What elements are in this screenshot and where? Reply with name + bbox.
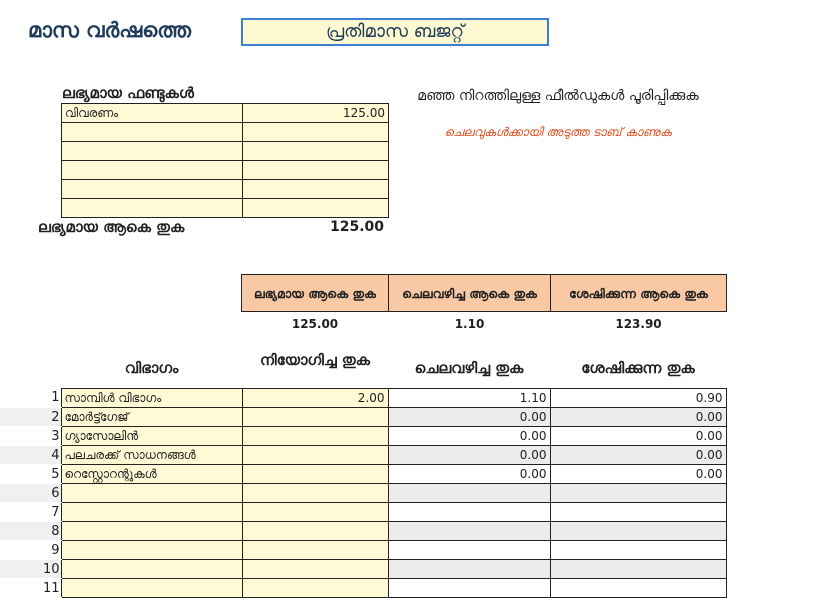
category-name-cell[interactable]: പലചരക്ക് സാധനങ്ങൾ — [61, 446, 242, 465]
category-row — [0, 541, 726, 560]
category-header-remaining: ശേഷിക്കുന്ന തുക — [581, 359, 695, 377]
funds-row — [62, 123, 389, 142]
category-remaining-cell[interactable] — [550, 522, 726, 541]
summary-value-available: 125.00 — [291, 317, 339, 331]
funds-title: ലഭ്യമായ ഫണ്ടുകൾ — [62, 84, 194, 102]
category-header-name: വിഭാഗം — [124, 359, 179, 377]
row-number: 7 — [0, 503, 61, 522]
category-row — [0, 427, 726, 446]
category-name-cell[interactable]: ഗ്യാസോലിൻ — [61, 427, 242, 446]
category-remaining-cell[interactable]: 0.90 — [550, 389, 726, 408]
funds-amount-cell[interactable] — [243, 123, 389, 142]
row-number: 1 — [0, 389, 61, 408]
summary-value-spent: 1.10 — [454, 317, 485, 331]
category-row — [0, 446, 726, 465]
funds-desc-cell[interactable] — [62, 161, 243, 180]
category-remaining-cell[interactable]: 0.00 — [550, 446, 726, 465]
category-allocated-cell[interactable] — [242, 579, 388, 598]
category-name-cell[interactable] — [61, 522, 242, 541]
category-row — [0, 484, 726, 503]
row-number: 4 — [0, 446, 61, 465]
category-allocated-cell[interactable] — [242, 503, 388, 522]
category-allocated-cell[interactable] — [242, 446, 388, 465]
category-row — [0, 560, 726, 579]
funds-row — [62, 180, 389, 199]
funds-desc-cell[interactable] — [62, 123, 243, 142]
category-remaining-cell[interactable] — [550, 541, 726, 560]
category-table — [0, 388, 727, 598]
funds-total-value: 125.00 — [329, 219, 384, 235]
funds-desc-cell[interactable] — [62, 180, 243, 199]
funds-row — [62, 161, 389, 180]
row-number: 3 — [0, 427, 61, 446]
category-allocated-cell[interactable] — [242, 560, 388, 579]
summary-header-available: ലഭ്യമായ ആകെ തുക — [242, 275, 389, 312]
category-allocated-cell[interactable] — [242, 465, 388, 484]
category-remaining-cell[interactable] — [550, 503, 726, 522]
category-allocated-cell[interactable] — [242, 522, 388, 541]
category-spent-cell[interactable]: 0.00 — [388, 465, 550, 484]
funds-desc-cell[interactable]: വിവരണം — [62, 104, 243, 123]
category-remaining-cell[interactable] — [550, 560, 726, 579]
funds-row — [62, 142, 389, 161]
category-remaining-cell[interactable]: 0.00 — [550, 465, 726, 484]
category-name-cell[interactable] — [61, 579, 242, 598]
category-name-cell[interactable]: റെസ്റ്റോറന്റുകൾ — [61, 465, 242, 484]
category-remaining-cell[interactable]: 0.00 — [550, 408, 726, 427]
summary-table — [241, 274, 727, 336]
row-number: 2 — [0, 408, 61, 427]
category-spent-cell[interactable]: 1.10 — [388, 389, 550, 408]
category-allocated-cell[interactable] — [242, 541, 388, 560]
category-allocated-cell[interactable]: 2.00 — [242, 389, 388, 408]
category-spent-cell[interactable] — [388, 541, 550, 560]
category-row — [0, 389, 726, 408]
category-row — [0, 465, 726, 484]
funds-amount-cell[interactable] — [243, 161, 389, 180]
funds-amount-cell[interactable] — [243, 142, 389, 161]
row-number: 9 — [0, 541, 61, 560]
funds-row — [62, 199, 389, 218]
category-header-spent: ചെലവഴിച്ച തുക — [414, 359, 524, 377]
category-row — [0, 408, 726, 427]
row-number: 6 — [0, 484, 61, 503]
funds-table — [61, 103, 389, 218]
category-name-cell[interactable]: സാമ്പിൾ വിഭാഗം — [61, 389, 242, 408]
budget-title-cell[interactable] — [241, 18, 549, 46]
row-number: 10 — [0, 560, 61, 579]
funds-amount-cell[interactable] — [243, 199, 389, 218]
funds-desc-cell[interactable] — [62, 199, 243, 218]
month-year-label: മാസ വർഷത്തെ — [28, 18, 191, 42]
instruction-text: മഞ്ഞ നിറത്തിലുള്ള ഫീൽഡുകൾ പൂരിപ്പിക്കുക — [417, 88, 699, 104]
funds-desc-cell[interactable] — [62, 142, 243, 161]
category-row — [0, 579, 726, 598]
funds-amount-cell[interactable]: 125.00 — [243, 104, 389, 123]
category-spent-cell[interactable]: 0.00 — [388, 408, 550, 427]
category-spent-cell[interactable] — [388, 579, 550, 598]
category-remaining-cell[interactable]: 0.00 — [550, 427, 726, 446]
category-remaining-cell[interactable] — [550, 484, 726, 503]
category-header-allocated: നിയോഗിച്ച തുക — [260, 351, 370, 369]
funds-row — [62, 104, 389, 123]
instruction-note: ചെലവുകൾക്കായി അടുത്ത ടാബ് കാണുക — [444, 125, 672, 139]
category-allocated-cell[interactable] — [242, 427, 388, 446]
row-number: 8 — [0, 522, 61, 541]
budget-title: പ്രതിമാസ ബജറ്റ് — [325, 21, 465, 42]
category-row — [0, 522, 726, 541]
category-remaining-cell[interactable] — [550, 579, 726, 598]
summary-header-spent: ചെലവഴിച്ച ആകെ തുക — [389, 275, 551, 312]
category-row — [0, 503, 726, 522]
category-name-cell[interactable]: മോർട്ട്ഗേജ് — [61, 408, 242, 427]
category-spent-cell[interactable] — [388, 560, 550, 579]
category-spent-cell[interactable] — [388, 522, 550, 541]
category-spent-cell[interactable]: 0.00 — [388, 427, 550, 446]
category-allocated-cell[interactable] — [242, 484, 388, 503]
category-spent-cell[interactable]: 0.00 — [388, 446, 550, 465]
funds-total-label: ലഭ്യമായ ആകെ തുക — [38, 218, 185, 236]
category-name-cell[interactable] — [61, 541, 242, 560]
summary-value-remaining: 123.90 — [615, 317, 662, 331]
funds-amount-cell[interactable] — [243, 180, 389, 199]
category-spent-cell[interactable] — [388, 484, 550, 503]
category-name-cell[interactable] — [61, 484, 242, 503]
category-name-cell[interactable] — [61, 560, 242, 579]
row-number: 5 — [0, 465, 61, 484]
category-spent-cell[interactable] — [388, 503, 550, 522]
summary-header-remaining: ശേഷിക്കുന്ന ആകെ തുക — [551, 275, 727, 312]
category-name-cell[interactable] — [61, 503, 242, 522]
category-allocated-cell[interactable] — [242, 408, 388, 427]
row-number: 11 — [0, 579, 61, 598]
